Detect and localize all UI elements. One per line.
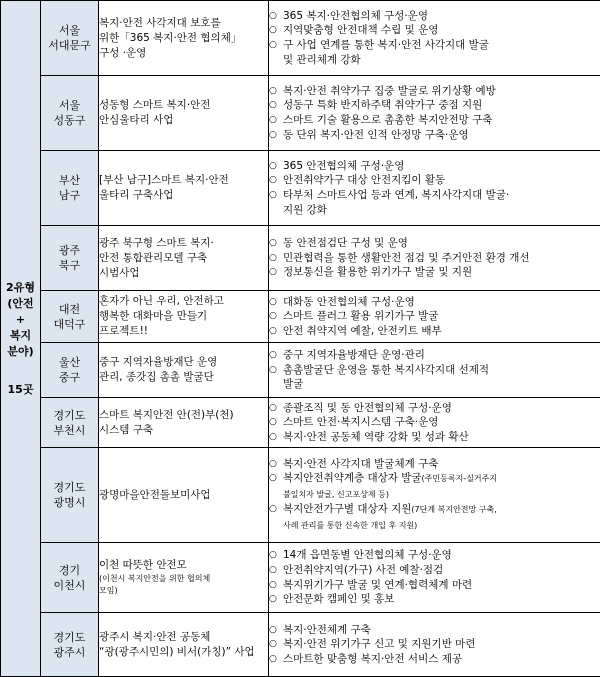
activity-item: [269, 159, 600, 174]
activity-text-line: 정보통신을 활용한 위기가구 발굴 및 지원: [283, 265, 600, 280]
bullet-circle-icon: ○: [269, 563, 283, 578]
activity-text-note: (7단계 복지안전망 구축,: [411, 505, 496, 514]
activity-text: [283, 457, 600, 472]
activity-text: [283, 623, 600, 638]
bullet-circle-icon: ○: [269, 430, 283, 445]
activity-item: [269, 309, 600, 324]
table-row: [1, 613, 600, 677]
project-cell: [99, 76, 269, 151]
project-title-line: 복지·안전 사각지대 보호를: [99, 16, 268, 31]
activity-item: [269, 401, 600, 416]
project-cell: [99, 343, 269, 398]
activity-text-line: 365 복지·안전협의체 구성·운영: [283, 9, 600, 24]
activity-item: [269, 251, 600, 266]
project-title-line: 안심울타리 사업: [99, 113, 268, 128]
activity-text: [283, 309, 600, 324]
activity-text: [283, 548, 600, 563]
project-cell: [99, 1, 269, 76]
region-name: 경기: [41, 563, 98, 578]
activity-text: [283, 113, 600, 128]
activity-item: [269, 637, 600, 652]
region-name: 서대문구: [41, 38, 98, 53]
project-title-line: 혼자가 아닌 우리, 안전하고: [99, 294, 268, 309]
bullet-circle-icon: ○: [269, 251, 283, 266]
activity-text-line: 민관협력을 통한 생활안전 점검 및 주거안전 환경 개선: [283, 251, 600, 266]
activity-text: [283, 652, 600, 667]
activity-text-line: 타부처 스마트사업 등과 연계, 복지사각지대 발굴·: [283, 188, 600, 203]
bullet-circle-icon: ○: [269, 84, 283, 99]
project-title-line: 시범사업: [99, 266, 268, 281]
bullet-circle-icon: ○: [269, 623, 283, 638]
bullet-circle-icon: ○: [269, 159, 283, 174]
activity-text-line: 대화동 안전협의체 구성·운영: [283, 295, 600, 310]
activity-text-line: 안전취약지역(가구) 사전 예찰·점검: [283, 563, 600, 578]
activity-item: [269, 128, 600, 143]
activity-text-line: 복지·안전체계 구축: [283, 623, 600, 638]
activity-text-line: 구 사업 연계를 통한 복지·안전 사각지대 발굴: [283, 38, 600, 53]
activity-item: [269, 652, 600, 667]
region-name: 경기도: [41, 408, 98, 423]
project-cell: [99, 448, 269, 543]
region-cell: [41, 343, 99, 398]
activity-text-line: 지원 강화: [283, 203, 600, 218]
activity-text-line: 안전문화 캠페인 및 홍보: [283, 592, 600, 607]
bullet-circle-icon: ○: [269, 9, 283, 24]
project-title-line: 울타리 구축사업: [99, 188, 268, 203]
activity-text-main: 복지안전취약계층 대상자 발굴: [283, 472, 422, 484]
region-name: 경기도: [41, 480, 98, 495]
activity-text-line: 촘촘발굴단 운영을 통한 복지사각지대 선제적: [283, 363, 600, 378]
activity-text-line: 복지·안전 공동체 역량 강화 및 성과 확산: [283, 430, 600, 445]
project-title-line: 광주시 복지·안전 공동체: [99, 630, 268, 645]
activity-item: [269, 84, 600, 99]
region-name: 대전: [41, 302, 98, 317]
activities-cell: [269, 398, 600, 448]
bullet-circle-icon: ○: [269, 38, 283, 53]
bullet-circle-icon: ○: [269, 188, 283, 203]
activity-text-line: 스마트한 맞춤형 복지·안전 서비스 제공: [283, 652, 600, 667]
project-title-line: 이천 따뜻한 안전모: [99, 558, 268, 573]
activity-item: [269, 236, 600, 251]
activities-cell: [269, 343, 600, 398]
activity-text: [283, 563, 600, 578]
bullet-circle-icon: ○: [269, 652, 283, 667]
activities-cell: [269, 226, 600, 291]
project-title-line: 구성 ·운영: [99, 46, 268, 61]
activity-item: [269, 98, 600, 113]
table-row: [1, 226, 600, 291]
activity-text: [283, 430, 600, 445]
region-name: 성동구: [41, 113, 98, 128]
region-name: 서울: [41, 98, 98, 113]
bullet-circle-icon: ○: [269, 324, 283, 339]
project-title-line: 모임): [99, 585, 268, 597]
activity-text-line: 복지위기가구 발굴 및 연계·협력체계 마련: [283, 578, 600, 593]
region-name: 부천시: [41, 423, 98, 438]
activity-text: [283, 592, 600, 607]
project-title-line: “광(광주시민의) 비서(가칭)” 사업: [99, 645, 268, 660]
activities-cell: [269, 613, 600, 677]
activity-text: [283, 265, 600, 280]
activity-text-note: 불일치자 발굴, 신고포상제 등): [283, 490, 389, 499]
activities-cell: [269, 151, 600, 226]
bullet-circle-icon: ○: [269, 637, 283, 652]
activity-text-line: [283, 502, 600, 518]
activity-item: [269, 457, 600, 472]
activity-text: [283, 23, 600, 38]
region-name: 대덕구: [41, 317, 98, 332]
activity-text: [283, 9, 600, 24]
bullet-circle-icon: ○: [269, 173, 283, 188]
project-title-line: 광명마을안전돌보미사업: [99, 488, 268, 503]
region-name: 광주시: [41, 645, 98, 660]
region-name: 경기도: [41, 630, 98, 645]
activity-item: [269, 23, 600, 38]
activity-text-line: 동 안전점검단 구성 및 운영: [283, 236, 600, 251]
activity-item: [269, 173, 600, 188]
region-name: 남구: [41, 188, 98, 203]
table-row: [1, 448, 600, 543]
activity-text-line: 스마트 플러그 활용 위기가구 발굴: [283, 309, 600, 324]
project-cell: [99, 151, 269, 226]
bullet-circle-icon: ○: [269, 98, 283, 113]
bullet-circle-icon: ○: [269, 548, 283, 563]
activity-text: [283, 348, 600, 363]
region-cell: [41, 76, 99, 151]
bullet-circle-icon: ○: [269, 415, 283, 430]
activities-cell: [269, 76, 600, 151]
bullet-circle-icon: ○: [269, 23, 283, 38]
region-cell: [41, 151, 99, 226]
bullet-circle-icon: ○: [269, 265, 283, 280]
table-row: [1, 76, 600, 151]
region-cell: [41, 226, 99, 291]
project-title-line: 프로젝트!!: [99, 324, 268, 339]
activity-text-line: 복지·안전 위기가구 신고 및 지원기반 마련: [283, 637, 600, 652]
bullet-circle-icon: ○: [269, 309, 283, 324]
activity-text-line: 동 단위 복지·안전 인적 안정망 구축·운영: [283, 128, 600, 143]
activity-item: [269, 9, 600, 24]
project-title-line: (이천시 복지안전을 위한 협의체: [99, 573, 268, 585]
project-cell: [99, 398, 269, 448]
activity-text-line: 복지·안전 취약가구 집중 발굴로 위기상황 예방: [283, 84, 600, 99]
table-row: [1, 1, 600, 76]
activity-text-line: 및 관리체계 강화: [283, 53, 600, 68]
table-row: [1, 151, 600, 226]
project-title-line: 중구 지역자율방재단 운영: [99, 355, 268, 370]
activity-item: [269, 113, 600, 128]
project-title-line: 성동형 스마트 복지·안전: [99, 98, 268, 113]
activity-text: [283, 502, 600, 533]
bullet-circle-icon: ○: [269, 295, 283, 310]
region-cell: [41, 613, 99, 677]
project-cell: [99, 226, 269, 291]
category-label-line: +: [1, 312, 40, 328]
category-count: 15곳: [1, 382, 40, 398]
category-label-line: 분야): [1, 344, 40, 360]
project-title-line: 행복한 대화마을 만들기: [99, 309, 268, 324]
project-title-line: 위한「365 복지·안전 협의체」: [99, 31, 268, 46]
region-name: 울산: [41, 355, 98, 370]
project-cell: [99, 291, 269, 343]
activity-text-line: 스마트 안전·복지시스템 구축·운영: [283, 415, 600, 430]
activity-item: [269, 295, 600, 310]
activity-item: [269, 471, 600, 502]
project-cell: [99, 543, 269, 613]
bullet-circle-icon: ○: [269, 502, 283, 517]
activity-item: [269, 502, 600, 533]
activity-text-line: 중구 지역자율방재단 운영·관리: [283, 348, 600, 363]
category-label-line: 복지: [1, 328, 40, 344]
region-name: 광주: [41, 243, 98, 258]
project-title-line: [부산 남구]스마트 복지·안전: [99, 173, 268, 188]
activity-text: [283, 415, 600, 430]
activity-item: [269, 324, 600, 339]
project-title-line: 관리, 종갓집 촘촘 발굴단: [99, 370, 268, 385]
table-row: [1, 291, 600, 343]
activity-item: [269, 348, 600, 363]
activity-text-line: 성동구 특화 반지하주택 취약가구 중점 지원: [283, 98, 600, 113]
region-cell: [41, 398, 99, 448]
activities-cell: [269, 291, 600, 343]
activity-text: [283, 84, 600, 99]
activity-text-line: 발굴: [283, 377, 600, 392]
activity-text: [283, 578, 600, 593]
region-name: 이천시: [41, 578, 98, 593]
region-name: 광명시: [41, 495, 98, 510]
project-cell: [99, 613, 269, 677]
activity-text: [283, 401, 600, 416]
bullet-circle-icon: ○: [269, 592, 283, 607]
activity-text-note: 사례 관리를 통한 신속한 개입 후 지원): [283, 521, 417, 530]
bullet-circle-icon: ○: [269, 578, 283, 593]
activity-item: [269, 415, 600, 430]
bullet-circle-icon: ○: [269, 457, 283, 472]
bullet-circle-icon: ○: [269, 401, 283, 416]
activity-text: [283, 363, 600, 392]
activity-text-line: [283, 518, 600, 534]
project-title-line: 안전 통합관리모델 구축: [99, 251, 268, 266]
activity-text-line: 복지·안전 사각지대 발굴체계 구축: [283, 457, 600, 472]
activity-text: [283, 324, 600, 339]
activity-text: [283, 173, 600, 188]
project-title-line: 시스템 구축: [99, 423, 268, 438]
activities-cell: [269, 543, 600, 613]
bullet-circle-icon: ○: [269, 128, 283, 143]
activity-text-line: 365 안전협의체 구성·운영: [283, 159, 600, 174]
region-name: 중구: [41, 370, 98, 385]
activity-text: [283, 188, 600, 217]
activity-text-line: 안전취약가구 대상 안전지킴이 활동: [283, 173, 600, 188]
activity-item: [269, 578, 600, 593]
table-row: [1, 398, 600, 448]
activities-cell: [269, 448, 600, 543]
project-title-line: 스마트 복지안전 안(전)부(천): [99, 408, 268, 423]
bullet-circle-icon: ○: [269, 236, 283, 251]
activity-text: [283, 295, 600, 310]
region-cell: [41, 291, 99, 343]
region-cell: [41, 1, 99, 76]
bullet-circle-icon: ○: [269, 348, 283, 363]
activity-item: [269, 265, 600, 280]
activities-cell: [269, 1, 600, 76]
category-cell: [1, 1, 41, 677]
activity-text-note: (주민등록지-실거주지: [422, 474, 498, 483]
activity-text: [283, 38, 600, 67]
activity-item: [269, 623, 600, 638]
activity-item: [269, 548, 600, 563]
activity-text-main: 복지안전가구별 대상자 지원: [283, 503, 411, 515]
activity-text-line: [283, 487, 600, 503]
bullet-circle-icon: ○: [269, 113, 283, 128]
activity-text: [283, 128, 600, 143]
region-name: 서울: [41, 23, 98, 38]
project-title-line: 광주 북구형 스마트 복지·: [99, 236, 268, 251]
activity-text: [283, 471, 600, 502]
activity-item: [269, 592, 600, 607]
bullet-circle-icon: ○: [269, 471, 283, 486]
table-row: [1, 343, 600, 398]
bullet-circle-icon: ○: [269, 363, 283, 378]
activity-text-line: [283, 471, 600, 487]
table-row: [1, 543, 600, 613]
region-cell: [41, 448, 99, 543]
activity-text-line: 14개 읍면동별 안전협의체 구성·운영: [283, 548, 600, 563]
activity-item: [269, 363, 600, 392]
activity-text: [283, 159, 600, 174]
region-name: 부산: [41, 173, 98, 188]
activity-text-line: 종괄조직 및 동 안전협의체 구성·운영: [283, 401, 600, 416]
category-label-line: 2유형: [1, 280, 40, 296]
activity-text: [283, 637, 600, 652]
activity-text-line: 지역맞춤형 안전대책 수립 및 운영: [283, 23, 600, 38]
category-label-line: (안전: [1, 296, 40, 312]
activity-text-line: 안전 취약지역 예찰, 안전키트 배부: [283, 324, 600, 339]
region-name: 북구: [41, 258, 98, 273]
activity-text-line: 스마트 기술 활용으로 촘촘한 복지안전망 구축: [283, 113, 600, 128]
activity-text: [283, 98, 600, 113]
region-cell: [41, 543, 99, 613]
activity-item: [269, 38, 600, 67]
activity-text: [283, 251, 600, 266]
activity-item: [269, 430, 600, 445]
activity-text: [283, 236, 600, 251]
activity-item: [269, 188, 600, 217]
activity-item: [269, 563, 600, 578]
